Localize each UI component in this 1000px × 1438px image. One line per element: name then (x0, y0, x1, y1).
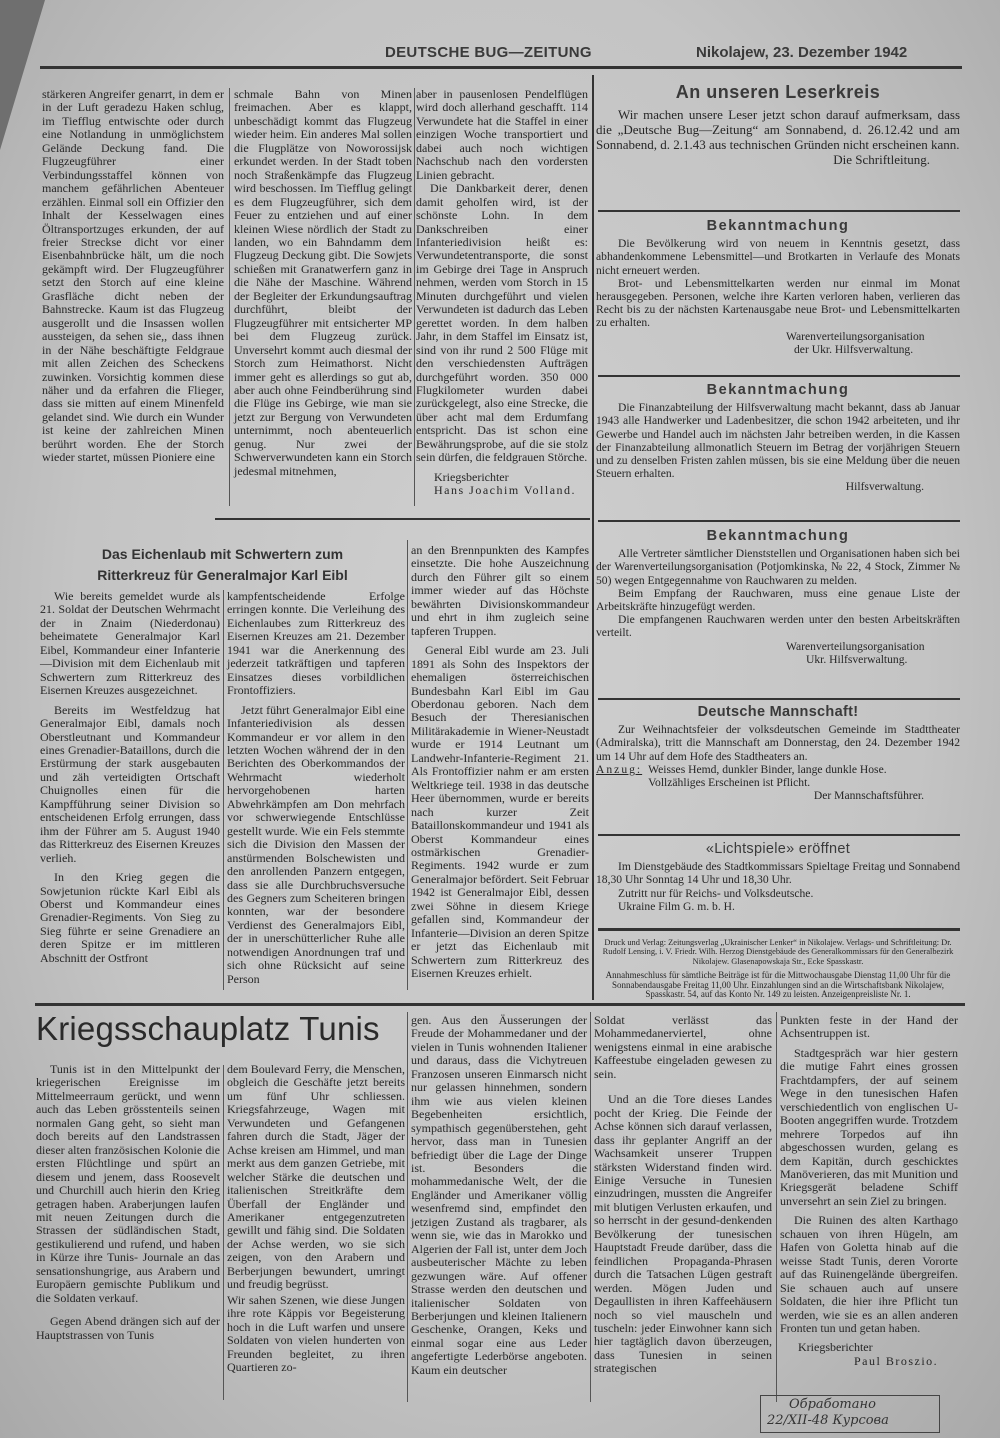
notice-paragraph: Beim Empfang der Rauchwaren, muss eine genaue Liste der Arbeitskräfte hinzugefügt werden. (596, 586, 960, 614)
notice-title: «Lichtspiele» eröffnet (705, 841, 851, 857)
notice-rule (598, 928, 960, 931)
paragraph: Die Dankbarkeit derer, denen damit geholfen wird, ist der schönste Lohn. In dem Dankschreiben einer Infanteriedivision heißt es: Verwundetentransporte, die sonst im Gebirge drei Tage in Anspruch nehmen, werden vom Storch in 15 Minuten durchgeführt und vielen Verwundeten ist dadurch das Leben gerettet worden. In dem halben Jahr, in dem Staffel im Einsatz ist, sind von ihr rund 2 500 Flüge mit den verschiedensten Aufträgen durchgeführt worden. 350 000 Flugkilometer wurden dabei zurückgelegt, also eine Strecke, die über acht mal dem Erdumfang entspricht. Das ist schon eine Bewährungsprobe, auf die sie stolz sein dürfen, die feldgrauen Störche. (416, 181, 588, 465)
notice-paragraph: Alle Vertreter sämtlicher Dienststellen und Organisationen haben sich bei der Warenverteilungsorganisation (Potjomkinska, № 22, 4 Stock, Zimmer № 50) wegen Entgegennahme von Rauchwaren zu melden. (596, 547, 960, 587)
column-divider (414, 88, 415, 506)
notice-title: Bekanntmachung (706, 528, 850, 544)
notice-title: Bekanntmachung (706, 382, 850, 398)
masthead-rule (40, 66, 962, 69)
anzug-label: Anzug: (596, 762, 643, 776)
paragraph: Und an die Tore dieses Landes pocht der Krieg. Die Feinde der Achse können sich darauf verlassen, dass ihr geplanter Angriff an der Wachsamkeit unserer Truppen stärksten Widerstand finden wird. Einige Versuche in Tunesien einzudringen, mussten die Angreifer mit blutigen Verlusten erkaufen, und so herrscht in der gesund-denkenden Bevölkerung der tunesischen Hauptstadt Freude darüber, dass die feindlichen Propaganda-Phrasen durch die Tatsachen Lügen gestraft werden. Mögen Juden und Degaullisten in ihren Kaffeehäusern noch so viel mauscheln und tuscheln: jeder Einwohner kann sich hier tagtäglich davon überzeugen, dass Tunesien in seinen strategischen (594, 1092, 772, 1376)
column-divider (592, 75, 594, 1000)
byline-name: Hans Joachim Volland. (434, 483, 577, 498)
paragraph: Wir sahen Szenen, wie diese Jungen ihre rote Käppis vor Begeisterung hoch in die Luft warfen und unsere Soldaten von vielen hunderten von Freunden begleitet, zu ihren Quartieren zo- (227, 1292, 405, 1374)
column-divider (223, 590, 224, 990)
leserkreis-notice (596, 82, 960, 168)
paragraph: Gegen Abend drängen sich auf der Hauptstrassen von Tunis (36, 1314, 220, 1342)
imprint-druck: Druck und Verlag: Zeitungsverlag „Ukrainischer Lenker“ in Nikolajew. Verlags- und Schriftleitung: Dr. Rudolf Lensing, i. V. Friedr. Wilh. Herzog Dienstgebäude des Generalkommissars für den Generalbezirk Nikolajew. Glasenapowskaja Str., Ecke Spasskastr. (602, 938, 954, 966)
section-rule (35, 1003, 965, 1006)
paragraph: dem Boulevard Ferry, die Menschen, obgleich die Geschäfte jetzt bereits um fünf Uhr schliessen. Kriegsfahrzeuge, Wagen mit Verwundeten und Gefangenen fahren durch die Stadt, Jäger der Achse kreisen am Himmel, und man merkt aus dem ganzen Getriebe, mit welcher Stärke die deutschen und italienischen Streitkräfte dem Überfall der Engländer und Amerikaner entgegenzutreten gewillt und fähig sind. Die Soldaten der Achse werden, wo sie sich zeigen, von den Arabern und Berberjungen bewundert, umringt und freudig begrüsst. (227, 1062, 405, 1292)
paragraph: Die Ruinen des alten Karthago schauen von ihren Hügeln, am Hafen von Goletta hinab auf die weisse Stadt Tunis, deren Vororte auf das Ruinengelände übergreifen. Sie schauen auch auf unsere Soldaten, die hier ihre Pflicht tun werden, wie sie es an allen anderen Fronten tun und getan haben. (780, 1213, 958, 1335)
paragraph: gen. Aus den Äusserungen der Freude der Mohammedaner und der vielen in Tunis wohnenden Italiener und daraus, dass die Vichytreuen Franzosen unseren Einmarsch nicht nur gelassen hinnehmen, sondern ihm wie aus vielen kleinen Begebenheiten ersichtlich, sympathisch gegenüberstehen, geht hervor, dass man in Tunesien befriedigt über die Lage der Dinge ist. Besonders die mohammedanische Welt, der die Engländer und Amerikaner völlig wesenfremd sind, empfindet den jetzigen Zustand als tragbarer, als wenn sie, wie das in Marokko und Algerien der Fall ist, unter dem Joch ausbeuterischer Mächte zu leben gezwungen wäre. Auf offener Strasse werden den deutschen und italienischer Soldaten von Berberjungen und kleinen Italienern Geschenke, Orangen, Keks und einmal sogar eine aus Leder angefertigte Lederbörse angeboten. Kaum ein deutscher (411, 1013, 587, 1377)
tunis-article-col3 (411, 1014, 587, 1377)
notice-paragraph: Die empfangenen Rauchwaren werden unter den besten Arbeitskräften verteilt. (596, 613, 960, 640)
torn-corner (0, 0, 45, 150)
notice-signature: der Ukr. Hilfsverwaltung. (794, 342, 914, 356)
notice-signature: Die Schriftleitung. (833, 152, 930, 168)
notice-signature: Der Mannschaftsführer. (813, 789, 924, 803)
eibl-headline (40, 544, 405, 586)
notice-body: Wir machen unsere Leser jetzt schon darauf aufmerksam, dass die „Deutsche Bug—Zeitung“ am Sonnabend, d. 26.12.42 und am Sonnabend, d. 2.1.43 aus technischen Gründen nicht erscheinen kann. (596, 107, 960, 153)
tunis-headline: Kriegsschauplatz Tunis (36, 1010, 380, 1047)
archive-stamp (760, 1395, 940, 1433)
paragraph: schmale Bahn von Minen freimachen. Aber es klappt, unbeschädigt kommt das Flugzeug wieder heim. Ein anderes Mal sollen die Flugplätze von Noworossijsk erkundet werden. In der Stadt toben noch Straßenkämpfe das Flugzeug wird beschossen. Im Tiefflug gelingt es dem Flugzeugführer, sich dem Feuer zu entziehen und auf einer kleinen Wiese nördlich der Stadt zu landen, wo ein Bahndamm dem Flugzeug Deckung gibt. Die Sowjets schießen mit Granatwerfern ganz in die Nähe der Maschine. Während der Begleiter der Erkundungsauftrag durchführt, bleibt der Flugzeugführer mit entsicherter MP bei dem Flugzeug zurück. Unversehrt kommt auch diesmal der Storch zum Heimathorst. Nicht immer geht es allerdings so gut ab, aber auch ohne Feindberührung sind die Flüge ins Gebirge, wie man sie jetzt zur Bergung von Verwundeten unternimmt, noch abenteuerlich genug. Nur zwei der Schwerverwundeten kann ein Storch jedesmal mitnehmen, (234, 87, 412, 478)
stamp-line: Обработано (789, 1397, 876, 1412)
notice-line: Ukraine Film G. m. b. H. (618, 899, 735, 913)
notice-line: Zutritt nur für Reichs- und Volksdeutsche. (618, 886, 814, 900)
notice-signature: Warenverteilungsorganisation (786, 639, 925, 653)
paragraph: stärkeren Angreifer genarrt, in dem er in der Luft geradezu Haken schlug, im Tiefflug entwischte oder durch eine Notlandung in unmöglichstem Gelände Deckung fand. Die Flugzeugführer einer Verbindungsstaffel können von manchem gefährlichen Abenteuer erzählen. Einmal soll ein Offizier den Inhalt der Kesselwagen eines Öltransportzuges erkunden, der auf freier Streckse dicht vor einer Eisenbahnbrücke hält, um die noch gekämpft wird. Der Flugzeugführer setzt den Storch auf eine kleine Grasfläche dicht neben der Bahnstrecke. Kaum ist das Flugzeug ausgerollt und die Insassen wollen aussteigen, da sehen sie,, dass ihnen in der Nähe beschäftigte Feldgraue mit allen Zeichen des Scheckens zuwinken. Vorsichtig kommen diese näher und da erfahren die Flieger, dass sie mitten auf einem Minenfeld gelandet sind. Wie durch ein Wunder ist keine der zahlreichen Minen berührt worden. Ehe der Storch wieder startet, müssen Pioniere eine (42, 87, 224, 465)
notice-paragraph: Brot- und Lebensmittelkarten werden nur einmal im Monat herausgegeben. Personen, welche ihre Karten verloren haben, verlieren das Recht bis zu der nächsten Kartenausgabe neue Brot- und Lebensmittelkarten zu erhalten. (596, 276, 960, 330)
notice-rule (598, 375, 960, 377)
headline-line: Ritterkreuz für Generalmajor Karl Eibl (97, 567, 348, 583)
byline-role: Kriegsberichter (798, 1340, 873, 1355)
paragraph: Wie bereits gemeldet wurde als 21. Soldat der Deutschen Wehrmacht der in Znaim (Niederdonau) beheimatete Generalmajor Karl Eibel, Kommandeur einer Infanterie—Division mit dem Eichenlaub mit Schwertern zum Ritterkreuz des Eisernen Kreuzes ausgezeichnet. (40, 589, 220, 698)
paragraph: kampfentscheidende Erfolge erringen konnte. Die Verleihung des Eichenlaubes zum Ritterkreuz des Eisernen Kreuzes am 21. Dezember 1941 war die Anerkennung des jederzeit tatkräftigen und tapferen Einsatzes dieses vorbildlichen Frontoffiziers. (227, 589, 405, 698)
storch-article-col2 (234, 88, 412, 478)
tunis-article-col4 (594, 1014, 772, 1376)
storch-article-col3 (416, 88, 588, 498)
stamp-line: 22/XII-48 Курсова (767, 1413, 889, 1428)
notice-signature: Ukr. Hilfsverwaltung. (806, 652, 908, 666)
notice-title: Deutsche Mannschaft! (697, 704, 859, 720)
lichtspiele-notice (596, 843, 960, 913)
tunis-article-col5 (780, 1014, 958, 1368)
bekanntmachung-rauchwaren (596, 530, 960, 666)
tunis-article-col2 (227, 1063, 405, 1374)
imprint-annahme: Annahmeschluss für sämtliche Beiträge ist für die Mittwochausgabe Dienstag 11,00 Uhr für die Sonnabendausgabe Freitag 11,00 Uhr. Einzahlungen sind an die Wirtschaftsbank Nikolajew, Spasskastr. 54, auf das Konto Nr. 149 zu leisten. Anzeigenpreisliste Nr. 1. (605, 970, 951, 1000)
bekanntmachung-steuern (596, 384, 960, 494)
bekanntmachung-lebensmittelkarten (596, 220, 960, 356)
paragraph: General Eibl wurde am 23. Juli 1891 als Sohn des Inspektors der ehemaligen österreichischen Bundesbahn Karl Eibl im Gau Oberdonau geboren. Nach dem Besuch der Theresianischen Militärakademie in Wiener-Neustadt wurde er 1914 Leutnant um Landwehr-Infanterie-Regiment 21. Als Frontoffizier nahm er am ersten Weltkriege teil. 1938 in das deutsche Heer übernommen, wurde er bereits nach kurzer Zeit Bataillonskommandeur und 1941 als Oberst Kommandeur eines ostmärkischen Grenadier-Regiments. 1942 wurde er zum Generalmajor befördert. Seit Februar 1942 ist Generalmajor Eibl, dessen zwei Söhne in diesem Kriege gefallen sind, Kommandeur der Infanterie—Division an deren Spitze er jetzt das Eichenlaub mit Schwertern zum Ritterkreuz des Eisernen Kreuzes erhielt. (411, 643, 589, 981)
column-divider (407, 540, 408, 990)
paragraph: Tunis ist in den Mittelpunkt der kriegerischen Ereignisse im Mittelmeerraum gerückt, und wenn auch das Leben grösstenteils seinen normalen Gang geht, so sieht man doch bereits auf den Landstrassen dieser alten französischen Kolonie die ersten Flüchtlinge und spürt an diesem und jenem, dass Roosevelt und Churchill auch hierin den Krieg getragen haben. Araberjungen laufen mit neuen Zeitungen durch die Strassen der südländischen Stadt, gestikulierend und rufend, und haben in Kürze ihre Tunis- Journale an das sensationshungrige, aus Arabern und Europäern gemischte Publikum und die Soldaten verkauf. (36, 1062, 220, 1305)
byline (434, 471, 588, 498)
storch-article-col1 (42, 88, 224, 465)
anzug-line: Weisses Hemd, dunkler Binder, lange dunkle Hose. (648, 762, 887, 776)
dateline: Nikolajew, 23. Dezember 1942 (696, 44, 908, 61)
column-divider (229, 88, 230, 506)
eibl-article-col2 (227, 590, 405, 986)
eibl-article-col3 (411, 544, 589, 981)
notice-signature: Warenverteilungsorganisation (786, 329, 925, 343)
byline-name: Paul Broszio. (854, 1353, 939, 1368)
paragraph: Bereits im Westfeldzug hat Generalmajor Eibl, damals noch Oberstleutnant und Kommandeur eines Grenadier-Bataillons, durch die Erstürmung der stark ausgebauten und zäh verteidigten Ortschaft Chuignolles einen für die Kampfführung seiner Division so entscheidenen Erfolg errungen, dass ihm der Führer am 5. August 1940 das Ritterkreuz des Eisernen Kreuzes verlieh. (40, 702, 220, 865)
paragraph: Stadtgespräch war hier gestern die mutige Fahrt eines grossen Frachtdampfers, der auf seinem Wege in den tunesischen Hafen verschiedentlich von englischen U-Booten angegriffen wurde. Trotzdem mehrere Torpedos auf ihn abgeschossen wurden, gelang es dem Kapitän, durch geschicktes Manöverieren, das mit Munition und Kriegsgerät beladene Schiff unversehrt an sein Ziel zu bringen. (780, 1045, 958, 1208)
paragraph: In den Krieg gegen die Sowjetunion rückte Karl Eibl als Oberst und Kommandeur eines Grenadier-Regiments. Von Sieg zu Sieg führte er seine Grenadiere an deren Spitze er im mittleren Abschnitt der Ostfront (40, 870, 220, 965)
anzug-block (596, 763, 960, 789)
paragraph: Soldat verlässt das Mohammedanerviertel, ohne wenigstens einmal in eine arabische Kaffeestube eingeladen gewesen zu sein. (594, 1013, 772, 1081)
notice-rule (598, 520, 960, 522)
notice-title: An unseren Leserkreis (675, 82, 881, 102)
notice-body: Die Finanzabteilung der Hilfsverwaltung macht bekannt, dass ab Januar 1943 alle Handwerker und Ladenbesitzer, die schon 1942 arbeiteten, und ihr Gewerbe und Handel auch im nächsten Jahr betreiben werden, in die Kassen der Finanzabteilung allmonatlich Steuern im Betrag der vorjährigen Steuern und zu denselben Fristen zahlen müssen, bis sie eine Meldung über die neuen Steuern erhalten. (596, 401, 960, 481)
column-divider (590, 1012, 591, 1402)
paper-title: DEUTSCHE BUG—ZEITUNG (385, 44, 592, 61)
notice-body: Zur Weihnachtsfeier der volksdeutschen Gemeinde im Stadttheater (Admiralska), tritt die Mannschaft am Donnerstag, den 24. Dezember 1942 um 14 Uhr auf dem Hofe des Stadtheaters an. (596, 723, 960, 763)
section-rule (215, 518, 590, 520)
headline-line: Das Eichenlaub mit Schwertern zum (101, 546, 344, 562)
deutsche-mannschaft-notice (596, 706, 960, 802)
paragraph: an den Brennpunkten des Kampfes einsetzte. Die hohe Auszeichnung durch den Führer gilt so einem immer wieder auf das Höchste bewährten Divisionskommandeur und ehrt in ihm zugleich seine tapferen Truppen. (411, 543, 589, 638)
notice-rule (598, 210, 960, 212)
paragraph: Jetzt führt Generalmajor Eibl eine Infanteriedivision als dessen Kommandeur er vor allem in den letzten Wochen während der in den Berichten des Oberkommandos der Wehrmacht wiederholt hervorgehobenen harten Abwehrkämpfen am Don mehrfach vor schwerwiegende Entschlüsse gestellt wurde. Wie ein Fels stemmte sich die Division den Massen der anstürmenden Bolschewisten und den anrollenden Panzern entgegen, dass sie alle Durchbruchsversuche des Gegners zum Scheiteren bringen konnten, war der besondere Verdienst des Generalmajors Eibl, der in unerschütterlicher Ruhe alle notwendigen Anordnungen traf und sich ohne Rücksicht auf seine Person (227, 702, 405, 986)
paragraph: Punkten feste in der Hand der Achsentruppen ist. (780, 1013, 958, 1041)
notice-rule (598, 834, 960, 836)
byline-role: Kriegsberichter (434, 469, 509, 484)
notice-title: Bekanntmachung (706, 218, 850, 234)
notice-paragraph: Die Bevölkerung wird von neuem in Kenntnis gesetzt, dass abhandenkommene Lebensmittel—und Brotkarten in Verlaufe des Monats nicht erneuert werden. (596, 237, 960, 277)
column-divider (407, 1012, 408, 1402)
notice-body: Im Dienstgebäude des Stadtkommissars Spieltage Freitag und Sonnabend 18,30 Uhr Sonntag 14 Uhr und 18,30 Uhr. (596, 860, 960, 887)
anzug-line: Vollzähliges Erscheinen ist Pflicht. (648, 776, 811, 790)
byline (798, 1341, 958, 1368)
imprint (596, 938, 960, 1004)
paragraph: aber in pausenlosen Pendelflügen wird doch allerhand geschafft. 114 Verwundete hat die Staffel in einer einzigen Woche transportiert und dabei auch noch wichtigen Nachschub nach den vordersten Linien gebracht. (416, 87, 588, 182)
notice-signature: Hilfsverwaltung. (845, 480, 924, 494)
notice-rule (598, 698, 960, 700)
column-divider (223, 1065, 224, 1400)
column-divider (776, 1012, 777, 1402)
eibl-article-col1 (40, 590, 220, 965)
tunis-article-col1 (36, 1063, 220, 1342)
